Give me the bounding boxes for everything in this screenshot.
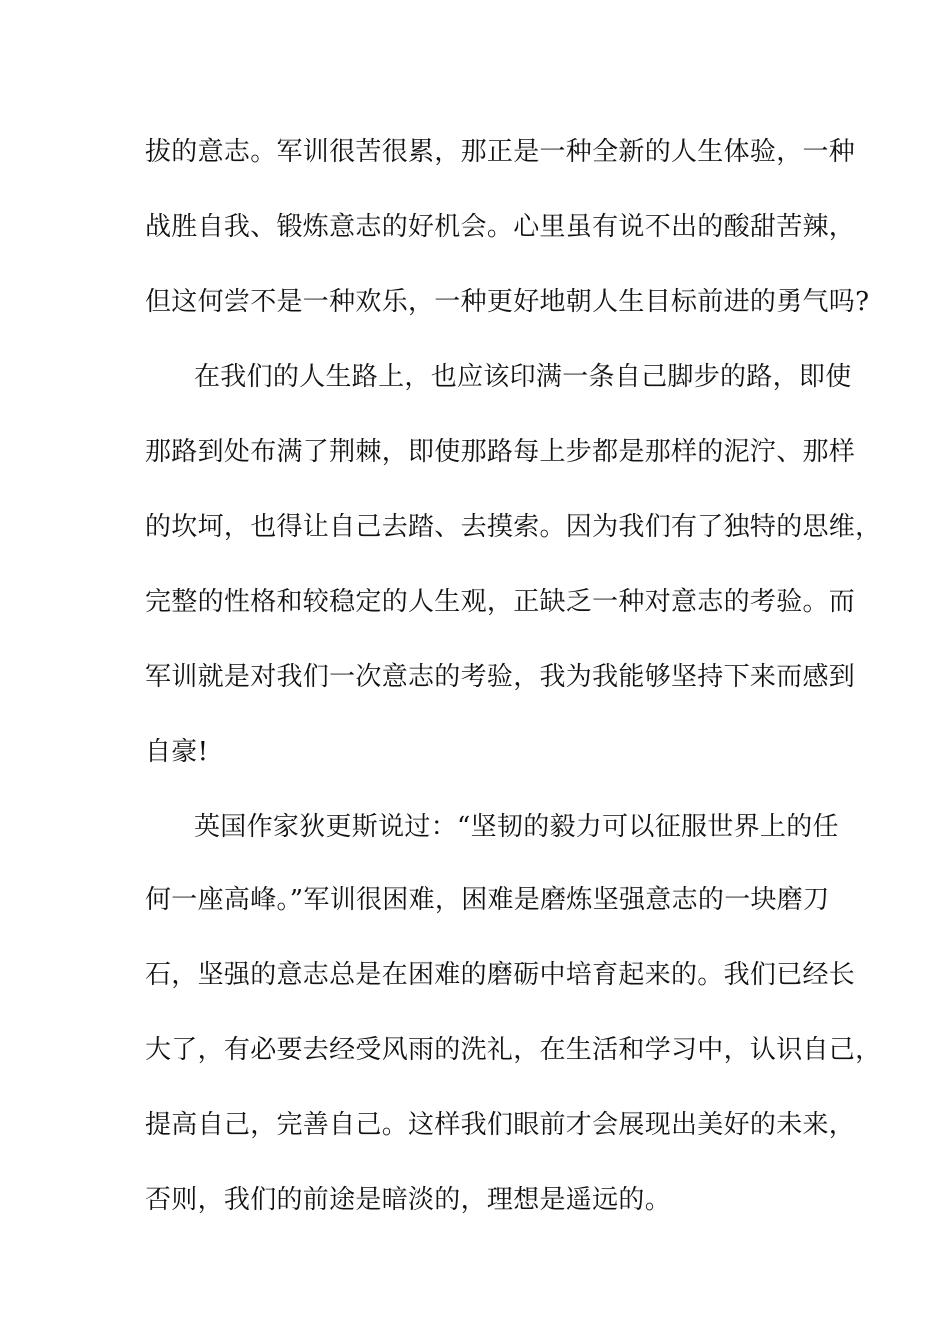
text-line: 的坎坷，也得让自己去踏、去摸索。因为我们有了独特的思维，	[145, 512, 882, 542]
text-line: 大了，有必要去经受风雨的洗礼，在生活和学习中，认识自己，	[145, 1035, 882, 1065]
text-line: 石，坚强的意志总是在困难的磨砺中培育起来的。我们已经长	[145, 960, 856, 990]
text-line: 何一座高峰。”军训很困难，困难是磨炼坚强意志的一块磨刀	[145, 885, 830, 915]
text-line: 否则，我们的前途是暗淡的，理想是遥远的。	[145, 1185, 672, 1215]
text-line: 军训就是对我们一次意志的考验，我为我能够坚持下来而感到	[145, 662, 856, 692]
text-line: 完整的性格和较稳定的人生观，正缺乏一种对意志的考验。而	[145, 587, 856, 617]
text-line: 自豪!	[145, 737, 209, 767]
paragraph-first-line: 在我们的人生路上，也应该印满一条自己脚步的路，即使	[194, 362, 852, 392]
text-line: 战胜自我、锻炼意志的好机会。心里虽有说不出的酸甜苦辣，	[145, 212, 856, 242]
text-line: 提高自己，完善自己。这样我们眼前才会展现出美好的未来，	[145, 1110, 856, 1140]
paragraph-first-line: 英国作家狄更斯说过：“坚韧的毅力可以征服世界上的任	[194, 812, 839, 842]
text-line: 但这何尝不是一种欢乐，一种更好地朝人生目标前进的勇气吗?	[145, 287, 870, 317]
text-line: 那路到处布满了荆棘，即使那路每上步都是那样的泥泞、那样	[145, 437, 856, 467]
text-line: 拔的意志。军训很苦很累，那正是一种全新的人生体验，一种	[145, 137, 856, 167]
